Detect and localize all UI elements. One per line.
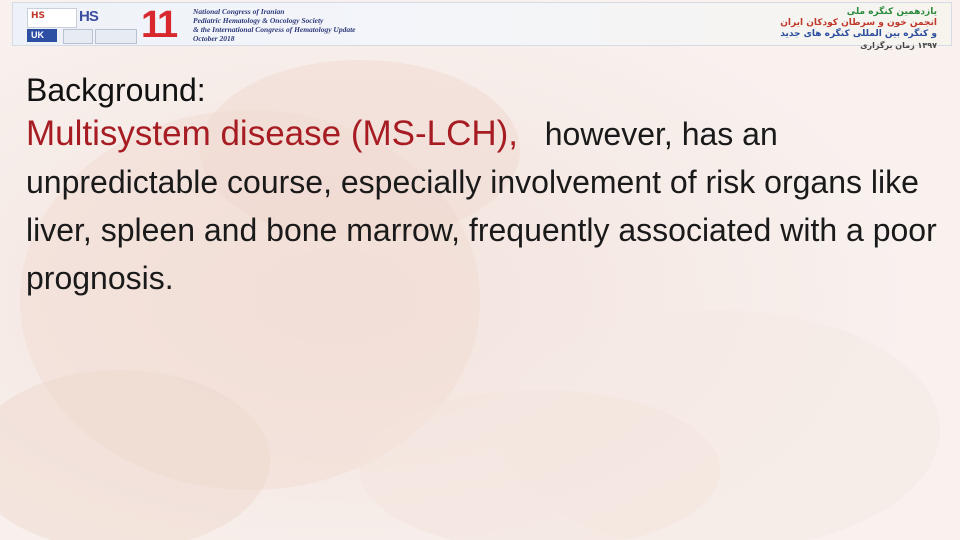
body-text: however, has an unpredictable course, especially involvement of risk organs like liver, spleen and bone marrow, frequently associated with a poor prognosis. xyxy=(26,116,937,296)
congress-line: October 2018 xyxy=(193,34,235,43)
persian-line: ۱۳۹۷ زمان برگزاری xyxy=(860,41,937,50)
persian-line: انجمن خون و سرطان کودکان ایران xyxy=(780,18,937,28)
hs-logo-text: HS xyxy=(79,8,98,25)
hs-logo xyxy=(79,8,137,26)
uk-logo-text: UK xyxy=(31,30,44,40)
congress-line: National Congress of Iranian xyxy=(193,7,285,16)
partner-logo xyxy=(95,29,137,44)
persian-line: و کنگره بین المللی کنگره های جدید xyxy=(780,29,937,39)
slide-body xyxy=(26,110,956,302)
congress-line: & the International Congress of Hematology Update xyxy=(193,25,356,34)
congress-title-english xyxy=(193,7,413,43)
persian-line: یازدهمین کنگره ملی xyxy=(846,7,937,17)
congress-title-persian xyxy=(727,7,937,51)
congress-banner xyxy=(12,2,952,50)
society-logo xyxy=(27,8,77,28)
slide-content xyxy=(26,70,956,302)
spacer xyxy=(527,116,536,152)
partner-logo xyxy=(63,29,93,44)
congress-number: 11 xyxy=(141,4,176,46)
uk-logo xyxy=(27,29,57,42)
congress-line: Pediatric Hematology & Oncology Society xyxy=(193,16,324,25)
highlight-text: Multisystem disease (MS-LCH), xyxy=(26,114,519,153)
slide-heading: Background: xyxy=(26,72,206,108)
society-logo-text: HS xyxy=(31,11,46,21)
